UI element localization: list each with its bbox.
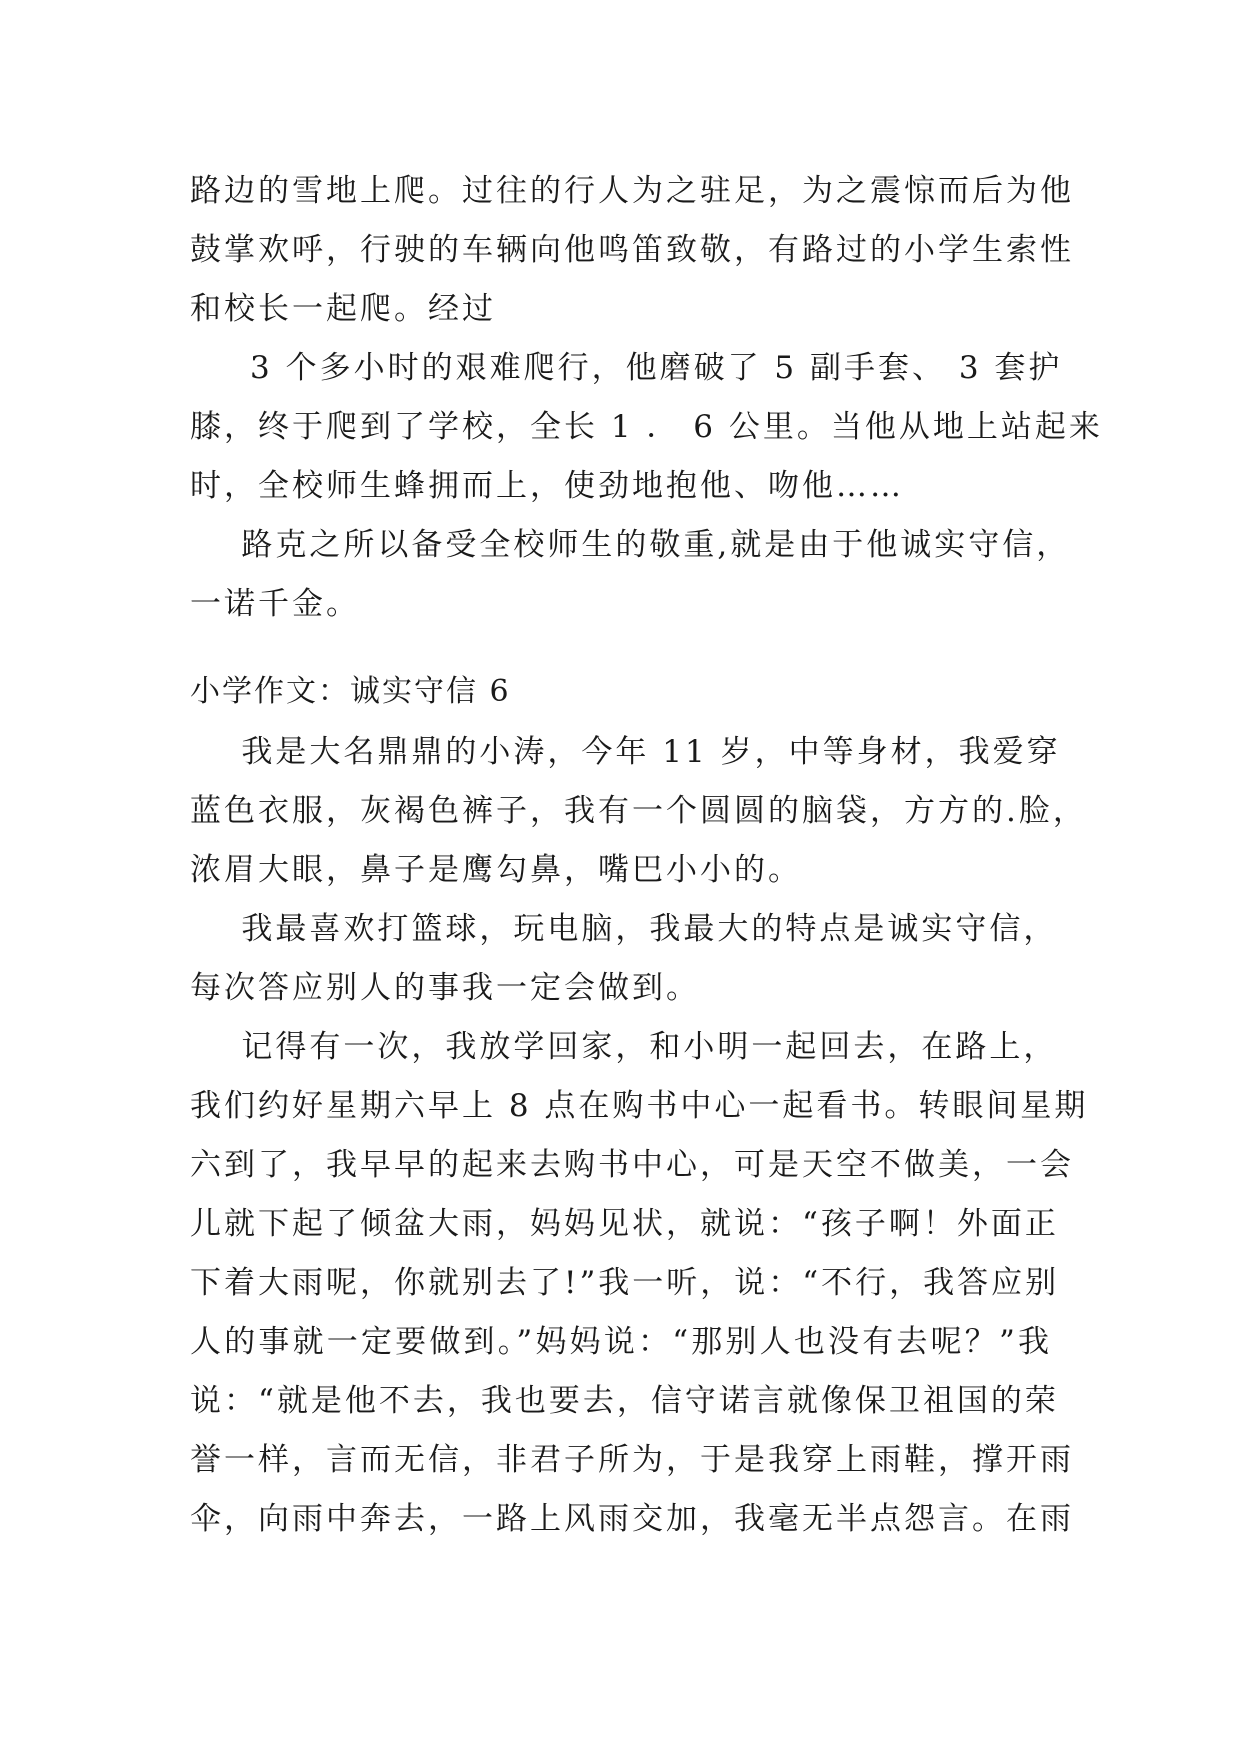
paragraph-line-text: 3 个多小时的艰难爬行，他磨破了 5 副手套、 3 套护 — [250, 350, 1063, 386]
paragraph-line: 六到了，我早早的起来去购书中心，可是天空不做美，一会 — [190, 1147, 1074, 1183]
paragraph-line: 一诺千金。 — [190, 586, 360, 622]
paragraph-line: 路边的雪地上爬。过往的行人为之驻足，为之震惊而后为他 — [190, 173, 1074, 209]
paragraph-line: 每次答应别人的事我一定会做到。 — [190, 970, 700, 1006]
paragraph-line: 人的事就一定要做到。”妈妈说：“那别人也没有去呢？”我 — [190, 1324, 1052, 1360]
paragraph-line: 誉一样，言而无信，非君子所为，于是我穿上雨鞋，撑开雨 — [190, 1442, 1074, 1478]
paragraph-line: 路克之所以备受全校师生的敬重,就是由于他诚实守信， — [190, 527, 1071, 563]
paragraph-line: 儿就下起了倾盆大雨，妈妈见状，就说：“孩子啊！外面正 — [190, 1206, 1059, 1242]
paragraph-line: 鼓掌欢呼，行驶的车辆向他鸣笛致敬，有路过的小学生索性 — [190, 232, 1074, 268]
essay-body — [190, 723, 1089, 1549]
paragraph-line: 说：“就是他不去，我也要去，信守诺言就像保卫祖国的荣 — [190, 1383, 1059, 1419]
paragraph-line: 我们约好星期六早上 8 点在购书中心一起看书。转眼间星期 — [190, 1088, 1089, 1124]
story-continuation — [190, 162, 1103, 634]
paragraph-line: 和校长一起爬。经过 — [190, 291, 496, 327]
paragraph-line: 我是大名鼎鼎的小涛，今年 11 岁，中等身材，我爱穿 — [190, 734, 1061, 770]
paragraph-line — [190, 339, 1063, 398]
essay-title: 小学作文：诚实守信 6 — [190, 674, 511, 709]
paragraph-line: 时，全校师生蜂拥而上，使劲地抱他、吻他…… — [190, 468, 904, 504]
paragraph-line: 我最喜欢打篮球，玩电脑，我最大的特点是诚实守信， — [190, 911, 1058, 947]
paragraph-line: 浓眉大眼，鼻子是鹰勾鼻，嘴巴小小的。 — [190, 852, 802, 888]
paragraph-line: 下着大雨呢，你就别去了!”我一听，说：“不行，我答应别 — [190, 1265, 1060, 1301]
paragraph-line: 蓝色衣服，灰褐色裤子，我有一个圆圆的脑袋，方方的.脸， — [190, 793, 1087, 829]
paragraph-line: 膝，终于爬到了学校，全长 1 ． 6 公里。当他从地上站起来 — [190, 409, 1103, 445]
paragraph-line: 伞，向雨中奔去，一路上风雨交加，我毫无半点怨言。在雨 — [190, 1501, 1074, 1537]
paragraph-line: 记得有一次，我放学回家，和小明一起回去，在路上， — [190, 1029, 1058, 1065]
